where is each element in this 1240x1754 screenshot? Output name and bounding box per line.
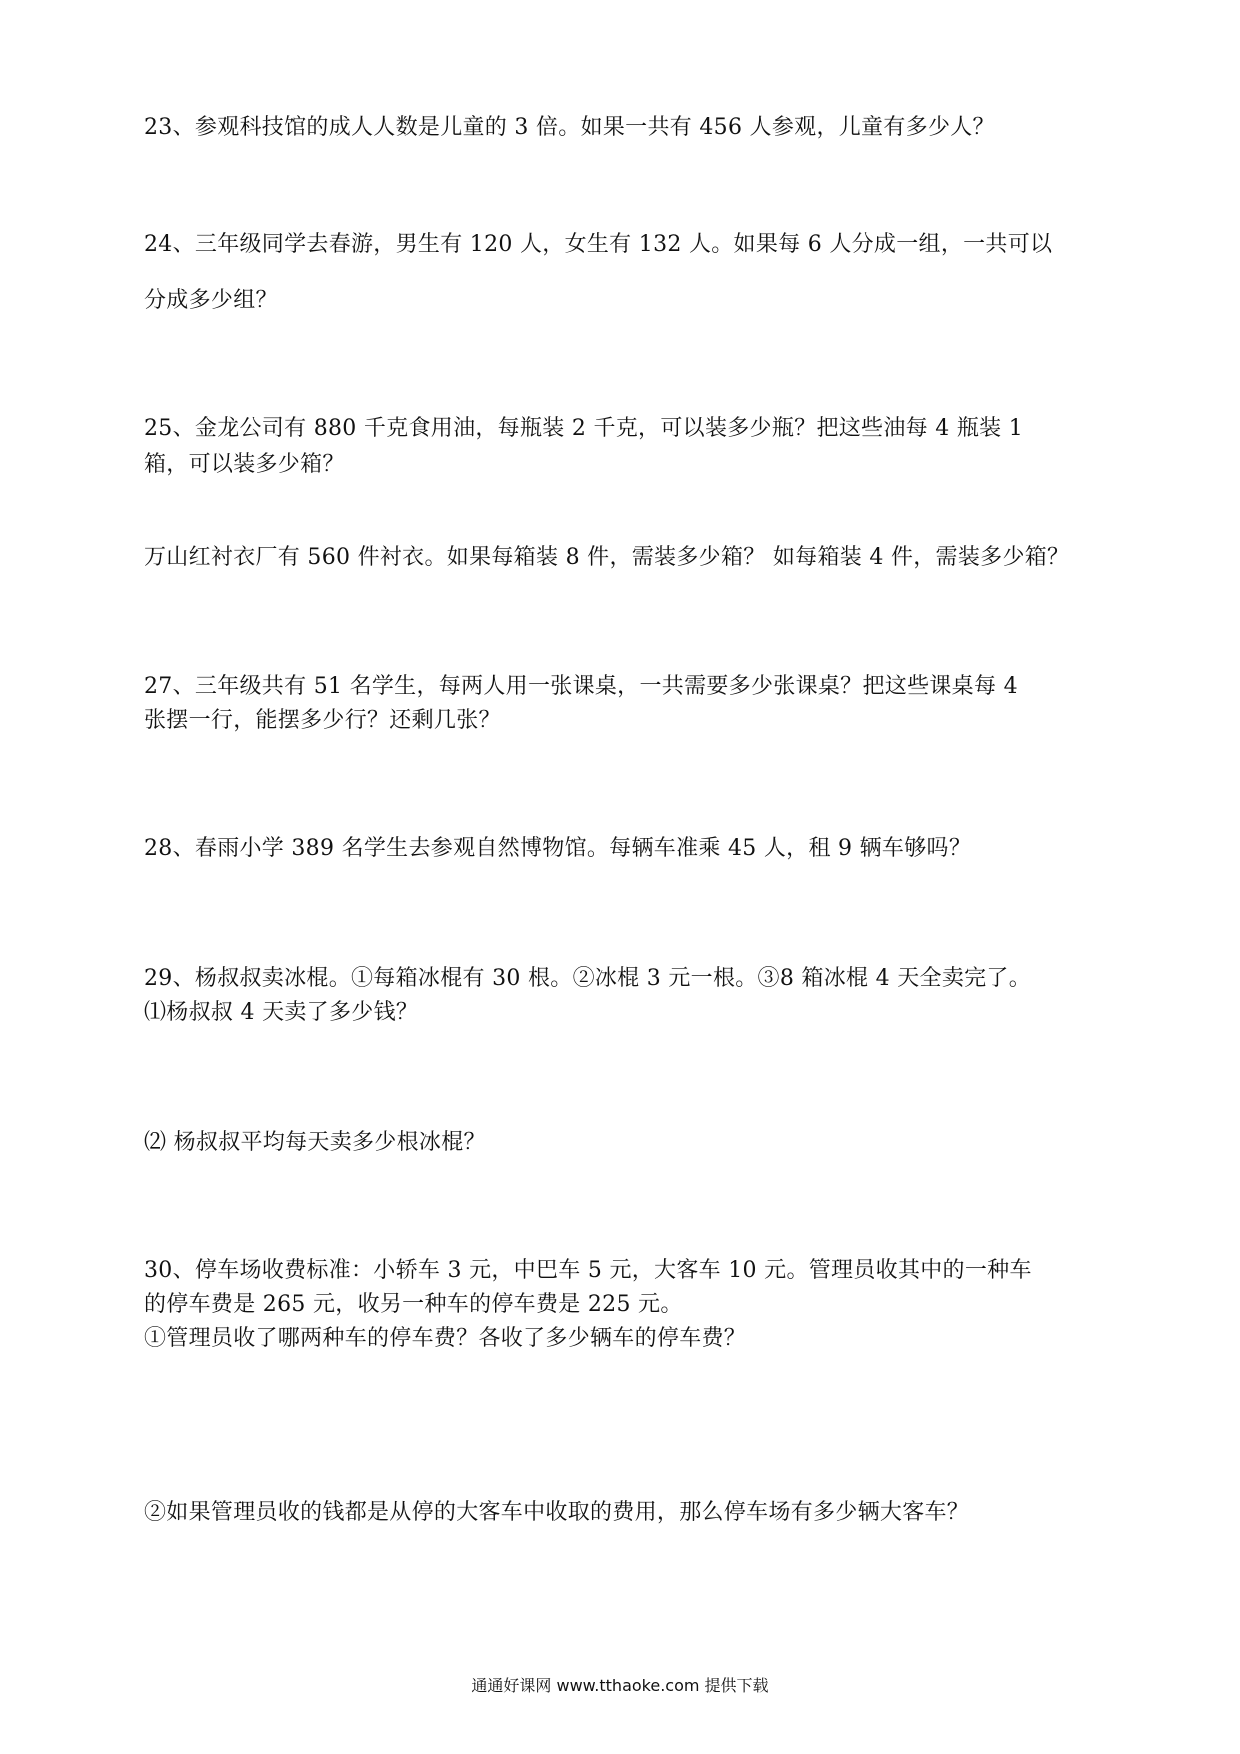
problem-27-line-2: 张摆一行，能摆多少行？还剩几张？ bbox=[144, 708, 501, 733]
problem-29-line-1: 29、杨叔叔卖冰棍。①每箱冰棍有 30 根。②冰棍 3 元一根。③8 箱冰棍 4 天全卖完了。 bbox=[144, 966, 1032, 991]
problem-26-line-1: 万山红衬衣厂有 560 件衬衣。如果每箱装 8 件，需装多少箱？ 如每箱装 4 件，需装多少箱？ bbox=[144, 545, 1070, 570]
problem-29-sub-1: ⑴杨叔叔 4 天卖了多少钱？ bbox=[144, 1000, 419, 1025]
problem-24-line-2: 分成多少组？ bbox=[144, 288, 278, 313]
problem-27-line-1: 27、三年级共有 51 名学生，每两人用一张课桌，一共需要多少张课桌？把这些课桌每 4 bbox=[144, 674, 1018, 699]
problem-30-line-1: 30、停车场收费标准：小轿车 3 元，中巴车 5 元，大客车 10 元。管理员收其中的一种车 bbox=[144, 1258, 1032, 1283]
problem-30-sub-1: ①管理员收了哪两种车的停车费？各收了多少辆车的停车费？ bbox=[144, 1326, 747, 1351]
problem-25-line-1: 25、金龙公司有 880 千克食用油，每瓶装 2 千克，可以装多少瓶？把这些油每 4 瓶装 1 bbox=[144, 416, 1024, 441]
page-footer: 通通好课网 www.tthaoke.com 提供下载 bbox=[471, 1676, 769, 1695]
problem-30-sub-2: ②如果管理员收的钱都是从停的大客车中收取的费用，那么停车场有多少辆大客车？ bbox=[144, 1500, 970, 1525]
problem-24-line-1: 24、三年级同学去春游，男生有 120 人，女生有 132 人。如果每 6 人分成一组，一共可以 bbox=[144, 232, 1053, 257]
problem-28-line-1: 28、春雨小学 389 名学生去参观自然博物馆。每辆车准乘 45 人，租 9 辆车够吗？ bbox=[144, 836, 972, 861]
problem-25-line-2: 箱，可以装多少箱？ bbox=[144, 452, 345, 477]
problem-23-line-1: 23、参观科技馆的成人人数是儿童的 3 倍。如果一共有 456 人参观，儿童有多少人？ bbox=[144, 115, 995, 140]
problem-29-sub-2: ⑵ 杨叔叔平均每天卖多少根冰棍？ bbox=[144, 1130, 486, 1155]
problem-30-line-2: 的停车费是 265 元，收另一种车的停车费是 225 元。 bbox=[144, 1292, 683, 1317]
